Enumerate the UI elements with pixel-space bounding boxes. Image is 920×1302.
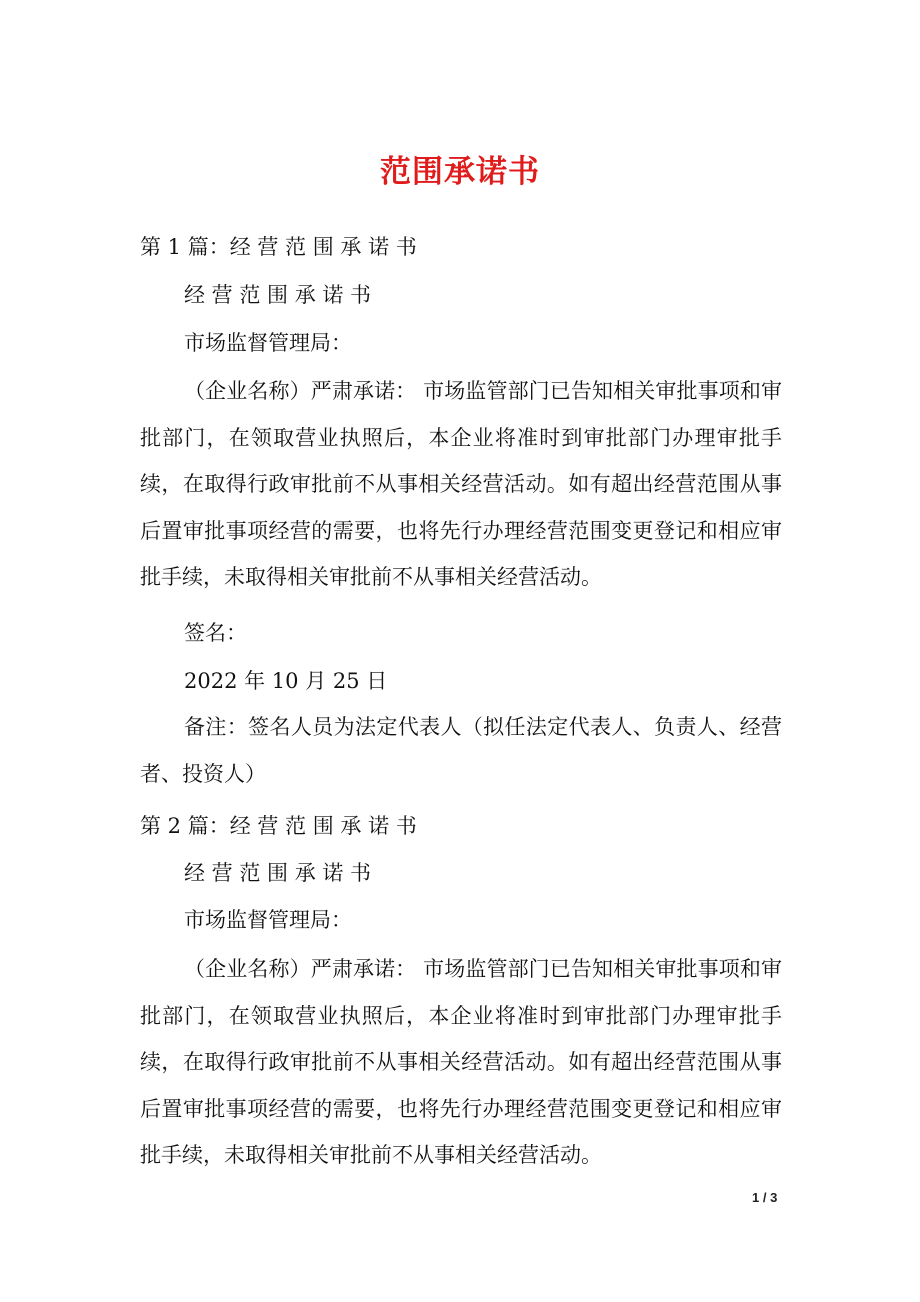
- section-1-date: 2022 年 10 月 25 日: [184, 669, 388, 693]
- section-2-heading: 第 2 篇：经 营 范 围 承 诺 书: [140, 814, 417, 838]
- section-1-signature: 签名：: [184, 621, 247, 645]
- section-1-body: （企业名称）严肃承诺： 市场监管部门已告知相关审批事项和审批部门，在领取营业执照后，本企业将准时到审批部门办理审批手续，在取得行政审批前不从事相关经营活动。如有超出经营范围从事后置审批事项经营的需要，也将先行办理经营范围变更登记和相应审批手续，未取得相关审批前不从事相关经营活动。: [140, 379, 782, 589]
- section-1-heading: 第 1 篇：经 营 范 围 承 诺 书: [140, 235, 417, 259]
- section-1-subtitle: 经 营 范 围 承 诺 书: [184, 283, 372, 307]
- section-2-addressee: 市场监督管理局：: [184, 908, 352, 932]
- page-title: 范围承诺书: [380, 154, 540, 190]
- section-2-body: （企业名称）严肃承诺： 市场监管部门已告知相关审批事项和审批部门，在领取营业执照后，本企业将准时到审批部门办理审批手续，在取得行政审批前不从事相关经营活动。如有超出经营范围从事后置审批事项经营的需要，也将先行办理经营范围变更登记和相应审批手续，未取得相关审批前不从事相关经营活动。: [140, 957, 782, 1167]
- page-number: 1 / 3: [752, 1190, 778, 1205]
- section-2-subtitle: 经 营 范 围 承 诺 书: [184, 861, 372, 885]
- section-1-addressee: 市场监督管理局：: [184, 331, 352, 355]
- section-1-note: 备注：签名人员为法定代表人（拟任法定代表人、负责人、经营者、投资人）: [140, 715, 782, 786]
